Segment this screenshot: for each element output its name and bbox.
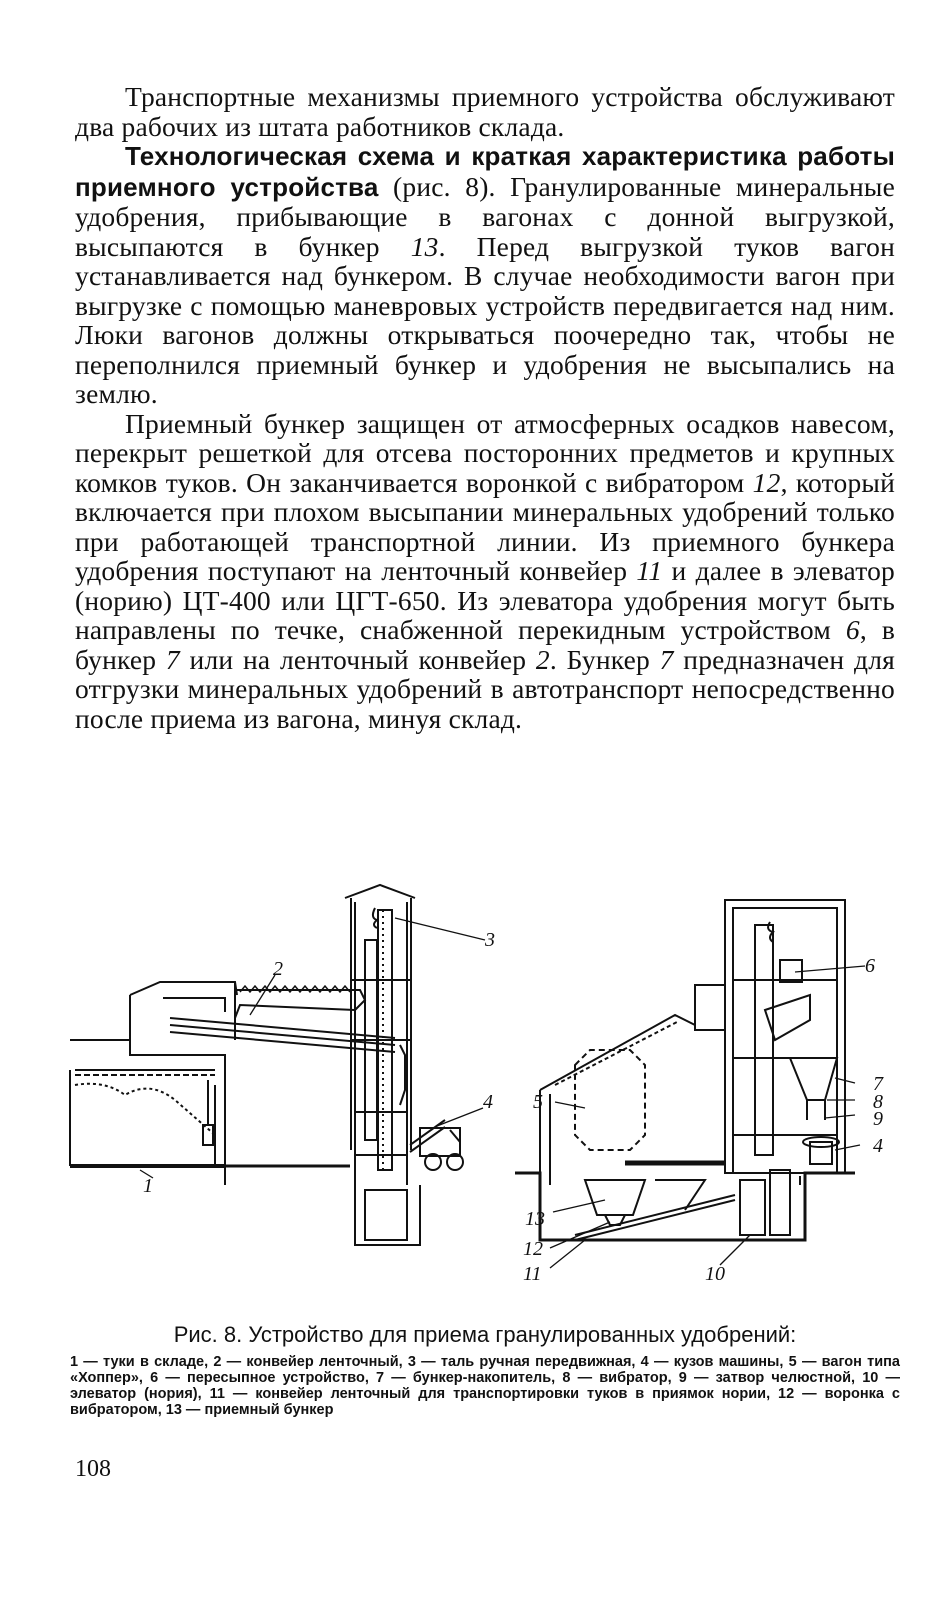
figure-label: 4 xyxy=(483,1091,493,1113)
warehouse-roof xyxy=(130,982,237,1040)
paragraph-text: предназначен для отгрузки минеральных удобрений в автотранспорт непосредственно после приема из вагона, минуя склад. xyxy=(75,643,895,734)
caption-title: Рис. 8. Устройство для приема гранулированных удобрений: xyxy=(173,1322,797,1347)
body-text xyxy=(75,82,895,733)
ref-number: 7 xyxy=(165,643,180,675)
paragraph-1 xyxy=(75,82,895,141)
ref-number: 6 xyxy=(845,614,860,645)
figure-label: 12 xyxy=(523,1238,543,1260)
figure-label: 7 xyxy=(873,1073,883,1095)
figure-label: 6 xyxy=(865,955,875,977)
figure-label: 2 xyxy=(273,958,283,980)
paragraph-text: , в бункер xyxy=(75,614,896,675)
paragraph-text: . Перед выгрузкой туков вагон устанавливается над бункером. В случае необходимости вагон при выгрузке с помощью маневровых устройств передвигается над ним. Люки вагонов должны открываться поочередно так, чтобы не переполнился приемный бункер и удобрения не высыпались на землю. xyxy=(75,230,896,409)
figure-label: 9 xyxy=(873,1108,883,1130)
paragraph-text: . Бункер xyxy=(549,643,660,675)
paragraph-3 xyxy=(75,409,895,734)
figure-label: 4 xyxy=(873,1135,883,1157)
paragraph-text: (рис. 8). Гранулированные минеральные удобрения, прибывающие в вагонах с донной выгрузкой, высыпаются в бункер xyxy=(75,170,895,262)
paragraph-text: Приемный бункер защищен от атмосферных осадков навесом, перекрыт решеткой для отсева посторонних предметов и крупных комков туков. Он заканчивается воронкой с вибратором xyxy=(75,407,895,498)
figure-label: 3 xyxy=(485,929,495,951)
ref-number: 2 xyxy=(535,643,550,675)
paragraph-text: Транспортные механизмы приемного устройства обслуживают два рабочих из штата работников склада. xyxy=(75,81,895,142)
figure-label: 8 xyxy=(873,1091,883,1113)
figure-label: 1 xyxy=(143,1175,153,1197)
receiving-device-drawing xyxy=(65,880,915,1300)
figure-label: 13 xyxy=(525,1208,545,1230)
caption-legend: 1 — туки в складе, 2 — конвейер ленточный, 3 — таль ручная передвижная, 4 — кузов машины, 5 — вагон типа «Хоппер», 6 — пересыпное устройство, 7 — бункер-накопитель, 8 — вибратор, 9 — затвор челюстной, 10 — элеватор (нория), 11 — конвейер ленточный для транспортировки туков в приямок нории, 12 — воронка с вибратором, 13 — приемный бункер xyxy=(70,1354,900,1418)
figure-8-diagram xyxy=(65,880,915,1300)
section-heading: Технологическая схема и краткая характеристика работы приемного устройства xyxy=(75,141,895,202)
paragraph-text: или на ленточный конвейер xyxy=(179,643,536,675)
page-number: 108 xyxy=(75,1456,111,1482)
paragraph-2 xyxy=(75,141,895,409)
paragraph-text: и далее в элеватор (норию) ЦТ-400 или ЦГТ-650. Из элеватора удобрения могут быть направлены по течке, снабженной перекидным устройством xyxy=(75,555,895,645)
paragraph-text: , который включается при плохом высыпании минеральных удобрений только при работающей транспортной линии. Из приемного бункера удобрения поступают на ленточный конвейер xyxy=(75,466,895,586)
ref-number: 7 xyxy=(659,643,674,675)
figure-caption xyxy=(70,1322,900,1418)
figure-label: 11 xyxy=(523,1263,542,1285)
figure-label: 5 xyxy=(533,1091,543,1113)
truck-body xyxy=(420,1128,460,1156)
ref-number: 11 xyxy=(636,555,663,586)
ref-number: 13 xyxy=(410,230,439,262)
figure-label: 10 xyxy=(705,1263,725,1285)
ref-number: 12 xyxy=(752,466,781,498)
